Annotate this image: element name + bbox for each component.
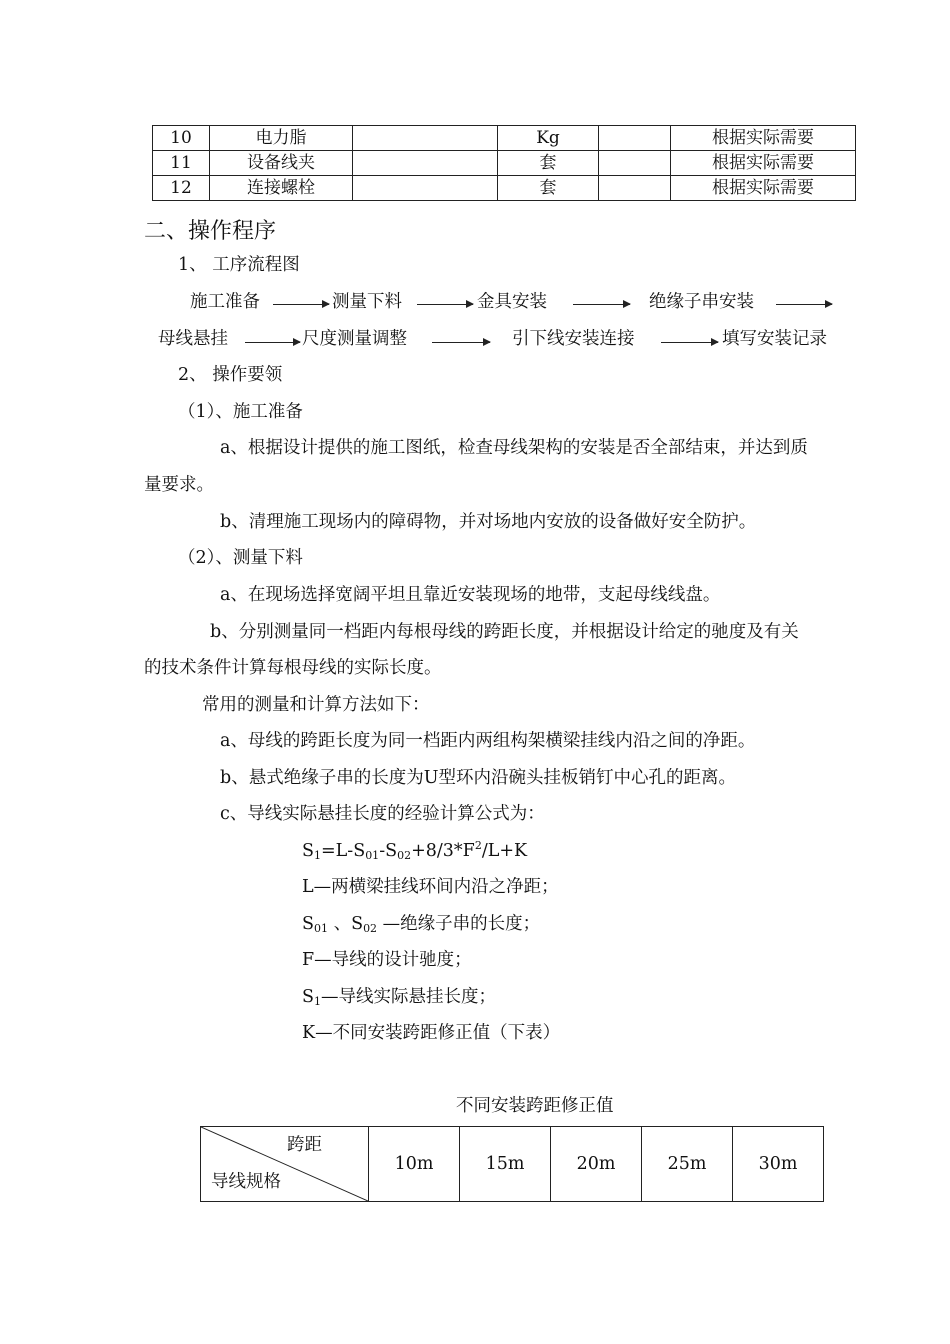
material-note: 根据实际需要 [671, 151, 856, 176]
prep-item-b: b、清理施工现场内的障碍物，并对场地内安放的设备做好安全防护。 [220, 512, 757, 532]
definition-K: K—不同安装跨距修正值（下表） [302, 1023, 561, 1043]
formula-part: -S [379, 841, 398, 861]
material-name: 电力脂 [210, 126, 353, 151]
prep-item-a: a、根据设计提供的施工图纸，检查母线架构的安装是否全部结束，并达到质 [220, 438, 808, 458]
flow-step-record: 填写安装记录 [722, 329, 827, 349]
material-qty [599, 176, 671, 201]
formula-part: =L-S [321, 841, 366, 861]
table-caption: 不同安装跨距修正值 [456, 1096, 614, 1116]
formula-sub: 02 [397, 849, 412, 862]
measure-item-a: a、在现场选择宽阔平坦且靠近安装现场的地带，支起母线线盘。 [220, 585, 721, 605]
table-row [201, 1127, 824, 1202]
span-header: 30m [733, 1127, 824, 1202]
formula [302, 839, 527, 863]
header-spec-label: 导线规格 [211, 1172, 281, 1192]
def-sub: 02 [363, 922, 378, 935]
method-a: a、母线的跨距长度为同一档距内两组构架横梁挂线内沿之间的净距。 [220, 731, 756, 751]
flow-step-insulator: 绝缘子串安装 [649, 292, 754, 312]
table-row [153, 151, 856, 176]
material-note: 根据实际需要 [671, 176, 856, 201]
material-unit: 套 [498, 176, 599, 201]
correction-table [200, 1126, 824, 1202]
material-spec [353, 151, 498, 176]
formula-part: +8/3*F [411, 841, 475, 861]
formula-sub: 01 [365, 849, 380, 862]
measure-heading: （2）、测量下料 [178, 548, 303, 568]
method-c: c、导线实际悬挂长度的经验计算公式为： [220, 804, 545, 824]
material-unit: Kg [498, 126, 599, 151]
row-number: 11 [153, 151, 210, 176]
flow-arrow [573, 304, 630, 305]
flow-arrow [245, 342, 300, 343]
formula-sub: 1 [314, 849, 321, 862]
flow-arrow [661, 342, 718, 343]
def-part: S [302, 914, 314, 934]
material-name: 连接螺栓 [210, 176, 353, 201]
material-spec [353, 126, 498, 151]
header-span-label: 跨距 [287, 1135, 322, 1155]
flow-arrow [417, 304, 473, 305]
flow-step-downlead: 引下线安装连接 [512, 329, 635, 349]
flow-arrow [776, 304, 832, 305]
material-unit: 套 [498, 151, 599, 176]
prep-item-a-cont: 量要求。 [144, 475, 214, 495]
formula-exp: 2 [474, 839, 482, 852]
flow-arrow [432, 342, 490, 343]
flow-heading: 1、 工序流程图 [178, 255, 300, 275]
flow-step-adjust: 尺度测量调整 [302, 329, 407, 349]
formula-part: /L+K [481, 841, 528, 861]
section-title: 二、操作程序 [144, 219, 277, 244]
flow-step-measure: 测量下料 [332, 292, 402, 312]
material-spec [353, 176, 498, 201]
definition-S1 [302, 985, 496, 1009]
material-note: 根据实际需要 [671, 126, 856, 151]
def-part: S [302, 987, 314, 1007]
row-number: 10 [153, 126, 210, 151]
material-name: 设备线夹 [210, 151, 353, 176]
formula-part: S [302, 841, 314, 861]
row-number: 12 [153, 176, 210, 201]
def-part: 、S [328, 914, 364, 934]
def-part: —导线实际悬挂长度； [321, 987, 496, 1007]
prep-heading: （1）、施工准备 [178, 402, 303, 422]
span-header: 10m [369, 1127, 460, 1202]
span-header: 25m [642, 1127, 733, 1202]
definition-L: L—两横梁挂线环间内沿之净距； [302, 877, 559, 897]
method-b: b、悬式绝缘子串的长度为U型环内沿碗头挂板销钉中心孔的距离。 [220, 768, 736, 788]
flow-step-prep: 施工准备 [190, 292, 260, 312]
def-part: —绝缘子串的长度； [377, 914, 541, 934]
def-sub: 01 [314, 922, 328, 935]
definition-F: F—导线的设计驰度； [302, 950, 472, 970]
material-qty [599, 151, 671, 176]
table-row [153, 126, 856, 151]
materials-table [152, 125, 856, 201]
span-header: 15m [460, 1127, 551, 1202]
span-header: 20m [551, 1127, 642, 1202]
essentials-heading: 2、 操作要领 [178, 365, 283, 385]
definition-S [302, 912, 540, 936]
def-sub: 1 [314, 995, 321, 1008]
material-qty [599, 126, 671, 151]
flow-step-hang: 母线悬挂 [158, 329, 228, 349]
flow-arrow [273, 304, 329, 305]
measure-item-b: b、分别测量同一档距内每根母线的跨距长度，并根据设计给定的驰度及有关 [210, 622, 799, 642]
table-row [153, 176, 856, 201]
flow-step-fittings: 金具安装 [477, 292, 547, 312]
methods-intro: 常用的测量和计算方法如下： [202, 695, 430, 715]
header-corner-cell [201, 1127, 369, 1202]
measure-item-b-cont: 的技术条件计算每根母线的实际长度。 [144, 658, 442, 678]
